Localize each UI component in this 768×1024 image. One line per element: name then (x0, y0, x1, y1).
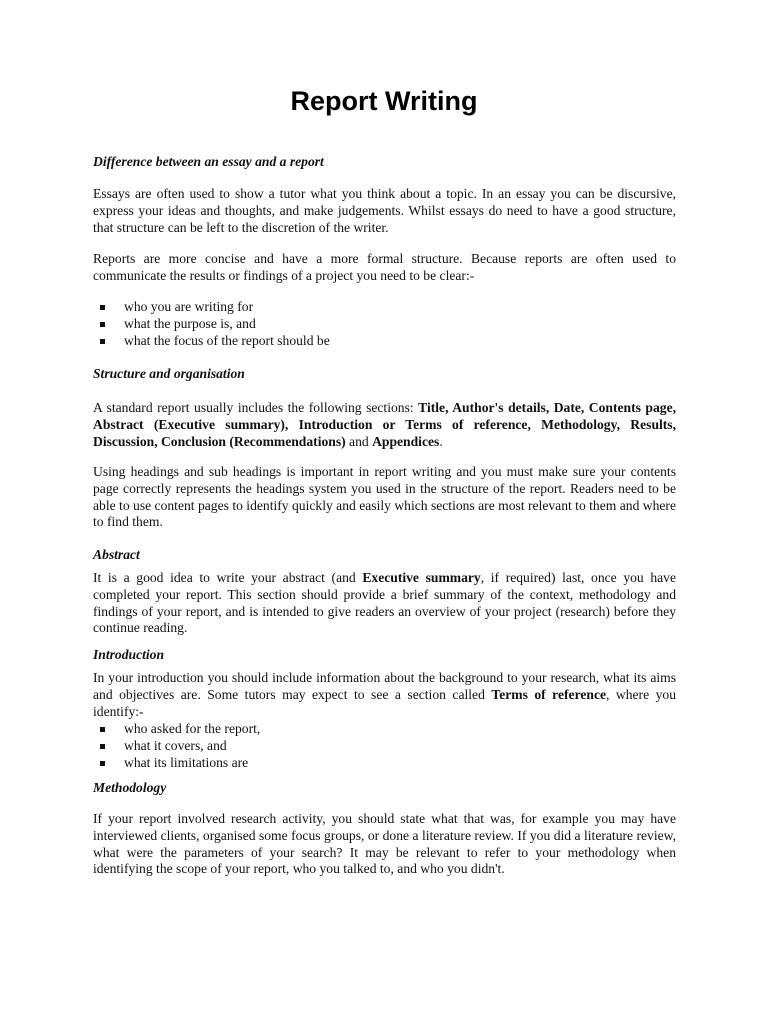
list-item: who you are writing for (93, 299, 676, 316)
bullet-icon (100, 761, 105, 766)
paragraph-abstract: It is a good idea to write your abstract (and Executive summary, if required) last, once you have completed your report. This section should provide a brief summary of the context, methodology and findings of your report, and is intended to give readers an overview of your project (research) before they continue reading. (93, 570, 676, 636)
section-heading-abstract: Abstract (93, 547, 140, 562)
list-item: what the purpose is, and (93, 316, 676, 333)
bullet-icon (100, 339, 105, 344)
section-heading-structure: Structure and organisation (93, 366, 245, 381)
list-item: what its limitations are (93, 755, 676, 772)
paragraph-essays: Essays are often used to show a tutor what you think about a topic. In an essay you can be discursive, express your ideas and thoughts, and make judgements. Whilst essays do need to have a good structure, that structure can be left to the discretion of the writer. (93, 186, 676, 235)
bullet-list-clear (93, 299, 676, 349)
paragraph-standard-report: A standard report usually includes the following sections: Title, Author's details, Date, Contents page, Abstract (Executive summary), Introduction or Terms of reference, Methodology, Results, Discussion, Conclusion (Recommendations) and Appendices. (93, 400, 677, 449)
bullet-icon (100, 727, 105, 732)
bullet-icon (100, 322, 105, 327)
list-item: what it covers, and (93, 738, 676, 755)
section-heading-essay-vs-report: Difference between an essay and a report (93, 154, 324, 169)
paragraph-headings: Using headings and sub headings is important in report writing and you must make sure your contents page correctly represents the headings system you used in the structure of the report. Readers need to be able to use content pages to identify quickly and easily which sections are most relevant to them and where to find them. (93, 464, 676, 530)
section-heading-methodology: Methodology (93, 780, 167, 795)
paragraph-introduction: In your introduction you should include information about the background to your research, what its aims and objectives are. Some tutors may expect to see a section called Terms of reference, where you identify:- (93, 670, 676, 719)
paragraph-reports: Reports are more concise and have a more formal structure. Because reports are often used to communicate the results or findings of a project you need to be clear:- (93, 251, 676, 283)
list-item: what the focus of the report should be (93, 333, 676, 350)
bullet-icon (100, 744, 105, 749)
list-item: who asked for the report, (93, 721, 676, 738)
bullet-list-terms-of-reference (93, 721, 676, 771)
section-heading-introduction: Introduction (93, 647, 165, 662)
page-title: Report Writing (290, 86, 478, 116)
bullet-icon (100, 305, 105, 310)
paragraph-methodology: If your report involved research activity, you should state what that was, for example you may have interviewed clients, organised some focus groups, or done a literature review. If you did a literature review, what were the parameters of your search? It may be relevant to refer to your methodology when identifying the scope of your report, who you talked to, and who you didn't. (93, 811, 676, 877)
